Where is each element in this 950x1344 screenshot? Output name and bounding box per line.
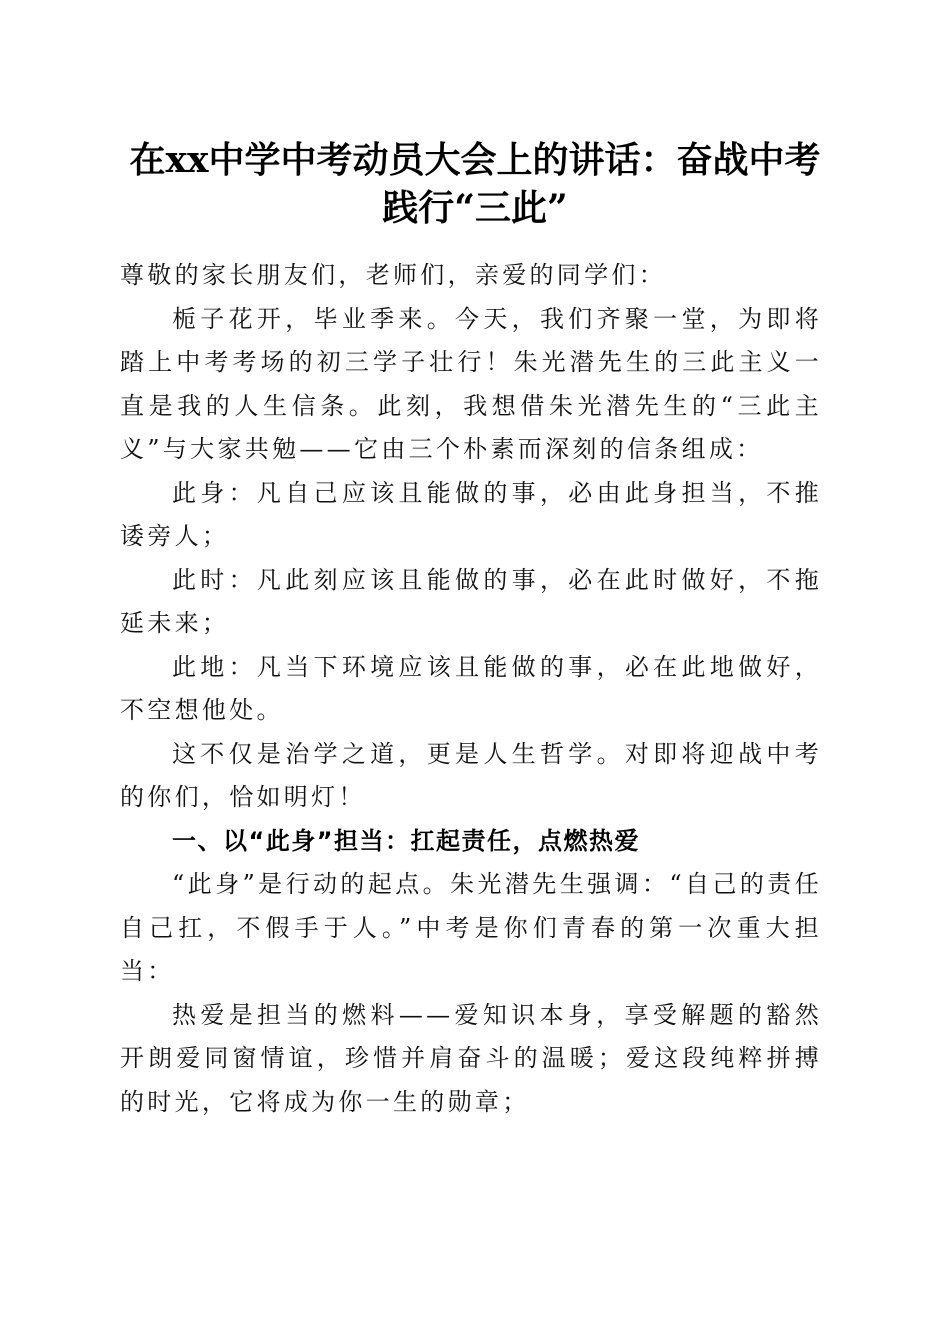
paragraph-section1-love: 热爱是担当的燃料——爱知识本身，享受解题的豁然开朗爱同窗情谊，珍惜并肩奋斗的温暖；爱这段纯粹拼搏的时光，它将成为你一生的勋章； [120,1000,822,1116]
paragraph-section1-intro: “此身”是行动的起点。朱光潜先生强调：“自己的责任自己扛，不假手于人。”中考是你们青春的第一次重大担当： [120,870,822,985]
section-heading-1: 一、以“此身”担当：扛起责任，点燃热爱 [172,826,641,855]
paragraph-philosophy: 这不仅是治学之道，更是人生哲学。对即将迎战中考的你们，恰如明灯！ [120,739,822,811]
paragraph-this-body: 此身：凡自己应该且能做的事，必由此身担当，不推诿旁人； [120,478,822,550]
title-line-1: 在xx中学中考动员大会上的讲话：奋战中考 [129,139,821,181]
salutation: 尊敬的家长朋友们，老师们，亲爱的同学们： [120,261,666,289]
paragraph-intro: 栀子花开，毕业季来。今天，我们齐聚一堂，为即将踏上中考考场的初三学子壮行！朱光潜先生的三此主义一直是我的人生信条。此刻，我想借朱光潜先生的“三此主义”与大家共勉——它由三个朴素而深刻的信条组成： [120,304,822,463]
title-line-2: 践行“三此” [382,187,568,229]
paragraph-this-place: 此地：凡当下环境应该且能做的事，必在此地做好，不空想他处。 [120,652,822,724]
paragraph-this-time: 此时：凡此刻应该且能做的事，必在此时做好，不拖延未来； [120,565,822,637]
document-title [110,136,840,232]
document-body [120,254,822,1124]
